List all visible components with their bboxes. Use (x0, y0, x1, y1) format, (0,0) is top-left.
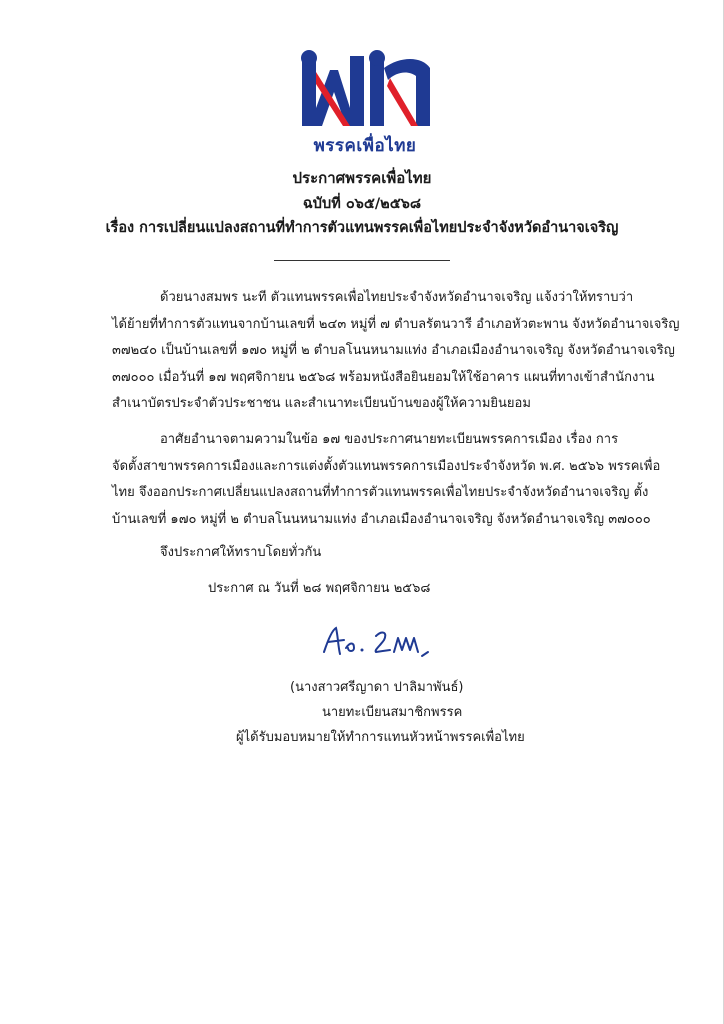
paragraph-line: ไทย จึงออกประกาศเปลี่ยนแปลงสถานที่ทำการตัวแทนพรรคเพื่อไทยประจำจังหวัดอำนาจเจริญ ตั้ง (112, 485, 649, 500)
announcement-number: ฉบับที่ ๐๖๕/๒๕๖๘ (302, 196, 422, 212)
paragraph-line: ๓๗๐๐๐ เมื่อวันที่ ๑๗ พฤศจิกายน ๒๕๖๘ พร้อมหนังสือยินยอมให้ใช้อาคาร แผนที่ทางเข้าสำนักงาน (112, 369, 655, 385)
logo-text: พรรคเพื่อไทย (313, 136, 417, 156)
handwritten-signature-icon (318, 622, 448, 662)
paragraph-line: ๓๗๒๔๐ เป็นบ้านเลขที่ ๑๗๐ หมู่ที่ ๒ ตำบลโนนหนามแท่ง อำเภอเมืองอำนาจเจริญ จังหวัดอำนาจเจริญ (112, 343, 675, 358)
paragraph-line: ด้วยนางสมพร นะที ตัวแทนพรรคเพื่อไทยประจำจังหวัดอำนาจเจริญ แจ้งว่าให้ทราบว่า (160, 290, 634, 305)
party-logo (290, 48, 440, 158)
signatory-authority: ผู้ได้รับมอบหมายให้ทำการแทนหัวหน้าพรรคเพื่อไทย (236, 730, 525, 745)
pheu-thai-ph-th-logo-icon (290, 48, 440, 130)
announcement-statement: จึงประกาศให้ทราบโดยทั่วกัน (160, 545, 322, 560)
announcement-date: ประกาศ ณ วันที่ ๒๘ พฤศจิกายน ๒๕๖๘ (208, 581, 431, 596)
divider-line (274, 260, 450, 261)
paragraph-line: บ้านเลขที่ ๑๗๐ หมู่ที่ ๒ ตำบลโนนหนามแท่ง อำเภอเมืองอำนาจเจริญ จังหวัดอำนาจเจริญ ๓๗๐๐๐ (112, 511, 651, 527)
announcement-subject: เรื่อง การเปลี่ยนแปลงสถานที่ทำการตัวแทนพรรคเพื่อไทยประจำจังหวัดอำนาจเจริญ (105, 220, 619, 236)
body-paragraph-1 (112, 290, 680, 423)
signatory-position: นายทะเบียนสมาชิกพรรค (322, 705, 463, 720)
paragraph-line: อาศัยอำนาจตามความในข้อ ๑๗ ของประกาศนายทะเบียนพรรคการเมือง เรื่อง การ (160, 432, 619, 447)
body-paragraph-2 (112, 432, 661, 538)
paragraph-line: สำเนาบัตรประจำตัวประชาชน และสำเนาทะเบียนบ้านของผู้ให้ความยินยอม (112, 396, 531, 411)
signatory-name: (นางสาวศรีญาดา ปาลิมาพันธ์) (290, 680, 464, 695)
paragraph-line: ได้ย้ายที่ทำการตัวแทนจากบ้านเลขที่ ๒๔๓ หมู่ที่ ๗ ตำบลรัตนวารี อำเภอหัวตะพาน จังหวัดอำนาจเจริญ (112, 316, 680, 332)
announcement-title: ประกาศพรรคเพื่อไทย (292, 169, 432, 187)
paragraph-line: จัดตั้งสาขาพรรคการเมืองและการแต่งตั้งตัวแทนพรรคการเมืองประจำจังหวัด พ.ศ. ๒๕๖๖ พรรคเพื่อ (112, 458, 661, 474)
